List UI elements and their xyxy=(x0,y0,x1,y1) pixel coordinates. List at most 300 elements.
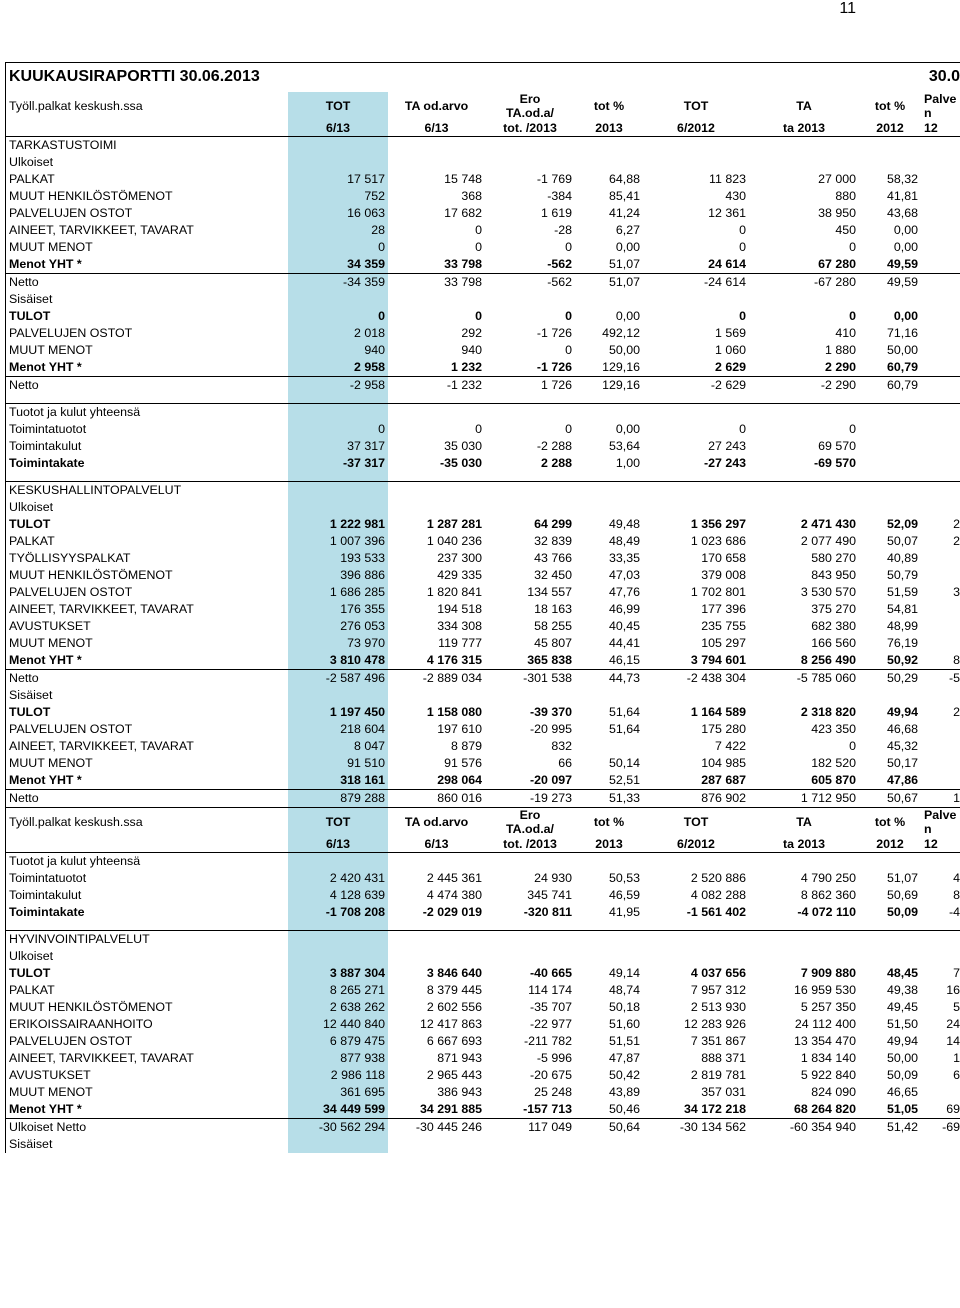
table-row xyxy=(5,904,960,921)
table-cell: 4 790 250 xyxy=(800,871,856,885)
row-label: Ulkoiset xyxy=(9,949,54,963)
table-cell: 0,00 xyxy=(893,223,918,237)
table-row xyxy=(5,948,960,965)
table-cell: 386 943 xyxy=(437,1085,482,1099)
header-cell: Ero TA.od.a/ xyxy=(506,92,554,120)
row-label: Menot YHT * xyxy=(9,360,82,374)
table-cell: 877 938 xyxy=(288,1050,388,1067)
table-cell: 50,00 xyxy=(886,1051,918,1065)
table-cell xyxy=(921,256,960,274)
table-cell: -4 xyxy=(948,905,960,919)
table-cell: -39 370 xyxy=(529,705,572,719)
table-row xyxy=(5,394,960,404)
row-label: TYÖLLISYYSPALKAT xyxy=(9,551,131,565)
table-cell: 51,64 xyxy=(608,705,640,719)
table-cell: -5 785 060 xyxy=(749,670,859,688)
row-label: HYVINVOINTIPALVELUT xyxy=(5,931,288,949)
table-cell xyxy=(643,687,749,704)
table-row xyxy=(5,256,960,274)
table-cell: -4 072 110 xyxy=(797,905,856,919)
row-label: Toimintatuotot xyxy=(9,422,87,436)
table-cell: 0 xyxy=(739,309,746,323)
table-cell: tot % xyxy=(859,808,921,837)
table-cell: 2 xyxy=(953,534,960,548)
table-cell: 11 823 xyxy=(709,172,746,186)
table-cell: 880 xyxy=(835,189,856,203)
table-cell xyxy=(575,394,643,404)
table-cell: 3 887 304 xyxy=(288,965,388,982)
table-cell: 940 xyxy=(461,343,482,357)
row-label: MUUT HENKILÖSTÖMENOT xyxy=(9,568,173,582)
table-cell xyxy=(921,188,960,205)
table-cell xyxy=(485,482,575,500)
table-cell xyxy=(643,921,749,931)
table-cell: 44,41 xyxy=(608,636,640,650)
table-row xyxy=(5,205,960,222)
table-cell: 104 985 xyxy=(701,756,746,770)
table-cell: 48,99 xyxy=(886,619,918,633)
row-label: Sisäiset xyxy=(9,688,53,702)
table-cell: 49,59 xyxy=(886,257,918,271)
table-cell: 60,79 xyxy=(859,377,921,395)
table-cell: -20 675 xyxy=(529,1068,572,1082)
table-cell: 40,89 xyxy=(886,551,918,565)
table-cell: -1 708 208 xyxy=(288,904,388,921)
row-label xyxy=(5,394,288,404)
table-cell xyxy=(388,948,485,965)
row-label: TULOT xyxy=(9,966,51,980)
table-cell: 46,99 xyxy=(608,602,640,616)
table-cell: 12 361 xyxy=(708,206,746,220)
table-cell xyxy=(485,687,575,704)
table-cell xyxy=(859,404,921,422)
table-cell: 1 060 xyxy=(714,343,746,357)
row-label: PALVELUJEN OSTOT xyxy=(9,1034,133,1048)
table-cell xyxy=(485,948,575,965)
table-cell xyxy=(859,421,921,438)
table-cell: 50,69 xyxy=(886,888,918,902)
table-cell: 276 053 xyxy=(288,618,388,635)
table-cell xyxy=(485,921,575,931)
table-cell: 0,00 xyxy=(615,240,640,254)
table-cell: -24 614 xyxy=(643,274,749,292)
row-label: PALVELUJEN OSTOT xyxy=(9,206,133,220)
table-cell: -2 029 019 xyxy=(422,905,482,919)
table-cell xyxy=(485,1136,575,1153)
table-cell xyxy=(921,738,960,755)
table-cell: 49,48 xyxy=(608,517,640,531)
table-cell: 6/2012 xyxy=(677,837,715,851)
table-cell: 832 xyxy=(551,739,572,753)
table-cell: 7 351 867 xyxy=(690,1034,746,1048)
table-cell: 6,27 xyxy=(615,223,640,237)
table-row xyxy=(5,171,960,188)
table-cell xyxy=(749,499,859,516)
table-cell xyxy=(288,921,388,931)
table-cell: 876 902 xyxy=(643,790,749,808)
table-cell: 375 270 xyxy=(811,602,856,616)
table-cell xyxy=(921,755,960,772)
table-cell: 0 xyxy=(849,422,856,436)
table-cell: 2 638 262 xyxy=(288,999,388,1016)
table-cell: 52,51 xyxy=(608,773,640,787)
table-row xyxy=(5,421,960,438)
table-cell xyxy=(643,499,749,516)
table-cell: 41,24 xyxy=(608,206,640,220)
table-cell: 860 016 xyxy=(388,790,485,808)
table-cell xyxy=(643,853,749,871)
row-label: AINEET, TARVIKKEET, TAVARAT xyxy=(9,1051,194,1065)
table-cell: -2 958 xyxy=(288,377,388,395)
table-cell: 175 280 xyxy=(701,722,746,736)
table-cell: 1 726 xyxy=(485,377,575,395)
table-cell xyxy=(575,291,643,308)
table-row xyxy=(5,738,960,755)
table-cell: 50,17 xyxy=(886,756,918,770)
table-cell: 3 530 570 xyxy=(800,585,856,599)
table-row xyxy=(5,755,960,772)
table-cell xyxy=(749,482,859,500)
table-row xyxy=(5,1033,960,1050)
table-row xyxy=(5,1084,960,1101)
table-cell: 2 xyxy=(953,517,960,531)
report-title-right: 30.0 xyxy=(928,68,960,85)
table-cell xyxy=(288,499,388,516)
table-cell: 334 308 xyxy=(437,619,482,633)
table-cell: ta 2013 xyxy=(782,837,826,851)
table-cell: 45,32 xyxy=(886,739,918,753)
header-cell: tot % xyxy=(874,99,906,113)
table-cell: 345 741 xyxy=(527,888,572,902)
table-cell xyxy=(921,274,960,292)
table-row xyxy=(5,931,960,949)
table-cell: TOT xyxy=(288,808,388,837)
table-cell xyxy=(749,1136,859,1153)
row-label: Tuotot ja kulut yhteensä xyxy=(5,404,288,422)
table-cell: 50,29 xyxy=(859,670,921,688)
table-cell xyxy=(388,404,485,422)
table-cell: -20 097 xyxy=(529,773,572,787)
header-cell: 12 xyxy=(924,121,938,135)
table-row xyxy=(5,516,960,533)
table-row xyxy=(5,342,960,359)
table-cell: 8 xyxy=(953,653,960,667)
table-cell: 1 007 396 xyxy=(288,533,388,550)
table-cell: 2013 xyxy=(595,837,623,851)
table-cell: 4 037 656 xyxy=(690,966,746,980)
table-cell: -40 665 xyxy=(529,966,572,980)
row-label: Toimintatuotot xyxy=(9,871,87,885)
table-cell: 2 445 361 xyxy=(426,871,482,885)
table-cell: 170 658 xyxy=(701,551,746,565)
table-cell: 1 023 686 xyxy=(690,534,746,548)
table-cell: 32 839 xyxy=(534,534,572,548)
table-cell xyxy=(749,404,859,422)
table-cell: 51,59 xyxy=(886,585,918,599)
table-cell xyxy=(643,154,749,171)
table-cell: 0,00 xyxy=(893,309,918,323)
table-cell xyxy=(388,394,485,404)
table-cell xyxy=(859,687,921,704)
table-row xyxy=(5,1067,960,1084)
table-row xyxy=(5,982,960,999)
table-cell: 166 560 xyxy=(811,636,856,650)
table-cell: 2 819 781 xyxy=(690,1068,746,1082)
header-cell: TOT xyxy=(683,99,709,113)
table-cell xyxy=(749,137,859,155)
row-label: PALVELUJEN OSTOT xyxy=(9,585,133,599)
table-cell: 54,81 xyxy=(886,602,918,616)
table-cell: TOT xyxy=(643,808,749,837)
row-label: Netto xyxy=(5,670,288,688)
table-cell xyxy=(575,499,643,516)
row-label: MUUT HENKILÖSTÖMENOT xyxy=(9,1000,173,1014)
table-cell: 105 297 xyxy=(701,636,746,650)
table-cell: 12 xyxy=(924,837,938,851)
table-cell: 64 299 xyxy=(534,517,572,531)
table-cell: 237 300 xyxy=(437,551,482,565)
row-label: AINEET, TARVIKKEET, TAVARAT xyxy=(9,602,194,616)
table-cell: 27 000 xyxy=(818,172,856,186)
table-cell: 1 880 xyxy=(824,343,856,357)
table-cell xyxy=(288,1136,388,1153)
table-cell: 0 xyxy=(849,739,856,753)
table-cell xyxy=(921,499,960,516)
table-cell xyxy=(288,482,388,500)
table-cell: 46,59 xyxy=(608,888,640,902)
table-cell: 51,07 xyxy=(575,274,643,292)
table-cell: 48,49 xyxy=(608,534,640,548)
table-cell xyxy=(388,291,485,308)
table-cell: 888 371 xyxy=(701,1051,746,1065)
table-row xyxy=(5,1016,960,1033)
table-cell: 18 163 xyxy=(534,602,572,616)
table-cell: 33 798 xyxy=(444,257,482,271)
table-cell: 2 290 xyxy=(824,360,856,374)
table-cell: 44,73 xyxy=(575,670,643,688)
table-cell xyxy=(921,1136,960,1153)
table-row xyxy=(5,533,960,550)
table-cell: 34 172 218 xyxy=(683,1102,746,1116)
table-cell xyxy=(485,931,575,949)
table-cell xyxy=(643,404,749,422)
row-label: Menot YHT * xyxy=(9,653,82,667)
table-cell: 7 xyxy=(953,966,960,980)
table-row xyxy=(5,618,960,635)
row-label: KESKUSHALLINTOPALVELUT xyxy=(5,482,288,500)
table-row xyxy=(5,455,960,472)
header-cell: ta 2013 xyxy=(782,121,826,135)
table-cell: 1 158 080 xyxy=(426,705,482,719)
table-cell: 50,00 xyxy=(886,343,918,357)
table-cell: 492,12 xyxy=(602,326,640,340)
table-cell: -30 134 562 xyxy=(643,1119,749,1137)
table-cell: 3 846 640 xyxy=(426,966,482,980)
table-cell xyxy=(575,948,643,965)
monthly-report-table xyxy=(5,62,960,1153)
table-cell: 50,46 xyxy=(608,1102,640,1116)
table-cell xyxy=(575,137,643,155)
table-cell: 6 667 693 xyxy=(426,1034,482,1048)
table-cell xyxy=(921,853,960,871)
table-cell: 318 161 xyxy=(288,772,388,790)
table-cell: 287 687 xyxy=(701,773,746,787)
table-cell: 16 959 530 xyxy=(793,983,856,997)
table-cell: 46,68 xyxy=(886,722,918,736)
table-cell: -69 xyxy=(921,1119,960,1137)
table-row xyxy=(5,482,960,500)
table-row xyxy=(5,377,960,395)
row-label: Sisäiset xyxy=(9,292,53,306)
table-cell: 48,74 xyxy=(608,983,640,997)
table-cell xyxy=(485,137,575,155)
row-label: TULOT xyxy=(9,309,51,323)
table-cell: 8 256 490 xyxy=(800,653,856,667)
row-label: PALKAT xyxy=(9,534,55,548)
table-cell: 8 047 xyxy=(288,738,388,755)
table-cell xyxy=(859,154,921,171)
table-cell: 176 355 xyxy=(288,601,388,618)
table-cell: 15 748 xyxy=(444,172,482,186)
table-cell: 34 359 xyxy=(288,256,388,274)
table-row xyxy=(5,325,960,342)
table-cell: -20 995 xyxy=(529,722,572,736)
table-cell xyxy=(921,948,960,965)
table-cell xyxy=(575,154,643,171)
table-cell: 49,38 xyxy=(886,983,918,997)
table-cell: tot % xyxy=(575,808,643,837)
table-cell xyxy=(288,291,388,308)
table-cell: tot. /2013 xyxy=(503,837,557,851)
table-cell: TA xyxy=(749,808,859,837)
header-cell: 2013 xyxy=(595,121,623,135)
table-row xyxy=(5,404,960,422)
table-cell xyxy=(921,687,960,704)
page-number: 11 xyxy=(839,0,856,17)
table-cell: 2 318 820 xyxy=(800,705,856,719)
table-cell: 682 380 xyxy=(811,619,856,633)
table-cell: -30 445 246 xyxy=(388,1119,485,1137)
header-cell: 6/13 xyxy=(424,121,449,135)
table-cell xyxy=(388,482,485,500)
table-row xyxy=(5,635,960,652)
table-cell: 0 xyxy=(565,422,572,436)
table-cell: -67 280 xyxy=(749,274,859,292)
table-cell: 0 xyxy=(565,309,572,323)
table-cell: 450 xyxy=(835,223,856,237)
table-cell: 2 xyxy=(953,705,960,719)
table-cell: 50,09 xyxy=(886,1068,918,1082)
table-cell xyxy=(288,472,388,482)
table-cell xyxy=(921,567,960,584)
table-cell: 69 xyxy=(946,1102,960,1116)
table-cell: 5 922 840 xyxy=(800,1068,856,1082)
table-cell: 50,09 xyxy=(886,905,918,919)
table-cell: 41,81 xyxy=(886,189,918,203)
table-cell: 0,00 xyxy=(615,309,640,323)
table-cell: 43 766 xyxy=(534,551,572,565)
table-cell: -34 359 xyxy=(288,274,388,292)
table-cell: 7 909 880 xyxy=(800,966,856,980)
table-cell: 177 396 xyxy=(701,602,746,616)
table-cell: 0 xyxy=(475,422,482,436)
row-label: MUUT MENOT xyxy=(9,756,93,770)
table-cell xyxy=(859,394,921,404)
table-cell: 2 986 118 xyxy=(288,1067,388,1084)
row-label: Työll.palkat keskush.ssa xyxy=(5,808,288,837)
table-cell: 71,16 xyxy=(886,326,918,340)
table-cell xyxy=(288,931,388,949)
table-row xyxy=(5,790,960,808)
table-cell: 51,05 xyxy=(886,1102,918,1116)
row-label: Toimintakate xyxy=(9,456,85,470)
table-row xyxy=(5,438,960,455)
table-cell: -562 xyxy=(547,257,572,271)
table-cell: 197 610 xyxy=(437,722,482,736)
table-cell: 12 417 863 xyxy=(419,1017,482,1031)
table-cell: TA od.arvo xyxy=(388,808,485,837)
row-label: PALKAT xyxy=(9,983,55,997)
table-cell xyxy=(921,404,960,422)
table-cell: 6 xyxy=(953,1068,960,1082)
table-cell: 68 264 820 xyxy=(793,1102,856,1116)
table-cell xyxy=(921,472,960,482)
table-cell xyxy=(921,931,960,949)
row-label: Sisäiset xyxy=(9,1137,53,1151)
table-cell: 0 xyxy=(475,223,482,237)
table-row xyxy=(5,1119,960,1137)
table-row xyxy=(5,359,960,377)
row-label xyxy=(5,836,288,853)
table-cell: 6 879 475 xyxy=(288,1033,388,1050)
table-cell: 843 950 xyxy=(811,568,856,582)
table-cell: 357 031 xyxy=(701,1085,746,1099)
table-cell: 8 265 271 xyxy=(288,982,388,999)
table-cell: 47,87 xyxy=(608,1051,640,1065)
table-cell xyxy=(388,137,485,155)
table-row xyxy=(5,567,960,584)
table-cell: 12 283 926 xyxy=(683,1017,746,1031)
table-cell xyxy=(921,482,960,500)
table-cell: 48,45 xyxy=(886,966,918,980)
table-cell xyxy=(485,404,575,422)
table-cell: 1 xyxy=(921,790,960,808)
table-cell xyxy=(575,472,643,482)
table-cell: 379 008 xyxy=(701,568,746,582)
table-cell: 50,64 xyxy=(575,1119,643,1137)
table-cell: -157 713 xyxy=(523,1102,572,1116)
table-row xyxy=(5,550,960,567)
row-label: PALVELUJEN OSTOT xyxy=(9,326,133,340)
row-label: MUUT MENOT xyxy=(9,240,93,254)
header-cell: 2012 xyxy=(876,121,904,135)
table-cell: 1 686 285 xyxy=(288,584,388,601)
table-row xyxy=(5,965,960,982)
table-cell: -1 726 xyxy=(536,326,572,340)
table-cell xyxy=(575,853,643,871)
table-row xyxy=(5,188,960,205)
table-cell: 17 517 xyxy=(288,171,388,188)
table-cell xyxy=(643,931,749,949)
table-cell: -301 538 xyxy=(485,670,575,688)
table-cell xyxy=(859,499,921,516)
table-cell: -22 977 xyxy=(529,1017,572,1031)
table-cell: 51,07 xyxy=(886,871,918,885)
table-cell: 4 128 639 xyxy=(288,887,388,904)
table-cell: 51,50 xyxy=(886,1017,918,1031)
table-cell: 2 420 431 xyxy=(288,870,388,887)
table-cell: -2 288 xyxy=(536,439,572,453)
